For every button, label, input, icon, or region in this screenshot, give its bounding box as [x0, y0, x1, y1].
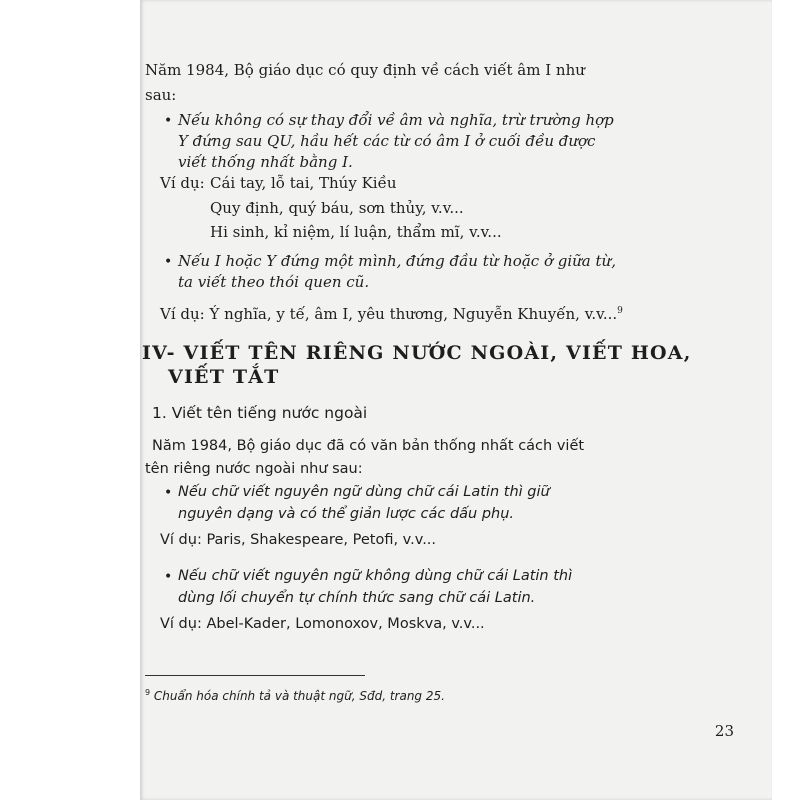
rule-text-line: Nếu chữ viết nguyên ngữ không dùng chữ cái Latin thì — [178, 568, 573, 584]
rule-text-line: Nếu I hoặc Y đứng một mình, đứng đầu từ hoặc ở giữa từ, — [178, 252, 616, 270]
rule-text-line: Nếu không có sự thay đổi về âm và nghĩa, trừ trường hợp — [178, 111, 614, 129]
example-text: Ví dụ: Ý nghĩa, y tế, âm I, yêu thương, Nguyễn Khuyến, v.v... — [160, 305, 618, 323]
footnote — [145, 688, 445, 703]
footnote-text: Chuẩn hóa chính tả và thuật ngữ, Sđd, trang 25. — [153, 689, 445, 703]
page-number: 23 — [714, 722, 734, 740]
rule-text-line: ta viết theo thói quen cũ. — [178, 273, 370, 291]
example-label: Ví dụ: — [160, 174, 205, 192]
rule-text-line: dùng lối chuyển tự chính thức sang chữ cái Latin. — [178, 590, 536, 606]
example-line: Ví dụ: Paris, Shakespeare, Petofi, v.v... — [160, 532, 437, 548]
book-page — [140, 0, 772, 800]
bullet-icon: • — [164, 254, 173, 270]
bullet-icon: • — [164, 569, 173, 585]
example-line — [160, 301, 623, 324]
rule-text-line: viết thống nhất bằng I. — [178, 153, 353, 171]
example-line: Quy định, quý báu, sơn thủy, v.v... — [210, 199, 464, 217]
paragraph-line: Năm 1984, Bộ giáo dục đã có văn bản thống nhất cách viết — [152, 438, 585, 454]
example-line: Cái tay, lỗ tai, Thúy Kiều — [210, 174, 397, 192]
rule-text-line: nguyên dạng và có thể giản lược các dấu phụ. — [178, 506, 515, 522]
rule-text-line: Nếu chữ viết nguyên ngữ dùng chữ cái Latin thì giữ — [178, 484, 550, 500]
bullet-icon: • — [164, 485, 173, 501]
footnote-reference: 9 — [617, 306, 623, 316]
section-heading: IV- VIẾT TÊN RIÊNG NƯỚC NGOÀI, VIẾT HOA, — [142, 342, 692, 364]
paragraph-line: tên riêng nước ngoài như sau: — [145, 461, 363, 477]
bullet-icon: • — [164, 113, 173, 129]
example-line: Hi sinh, kỉ niệm, lí luận, thẩm mĩ, v.v... — [210, 223, 502, 241]
paragraph-intro-line: sau: — [145, 86, 177, 104]
paragraph-intro-line: Năm 1984, Bộ giáo dục có quy định về cách viết âm I như — [145, 61, 585, 79]
subsection-heading: 1. Viết tên tiếng nước ngoài — [152, 404, 368, 422]
example-line: Ví dụ: Abel-Kader, Lomonoxov, Moskva, v.v... — [160, 616, 485, 632]
rule-text-line: Y đứng sau QU, hầu hết các từ có âm I ở cuối đều được — [178, 132, 596, 150]
footnote-number: 9 — [145, 688, 151, 697]
footnote-divider — [145, 675, 365, 676]
section-heading: VIẾT TẮT — [168, 366, 280, 388]
